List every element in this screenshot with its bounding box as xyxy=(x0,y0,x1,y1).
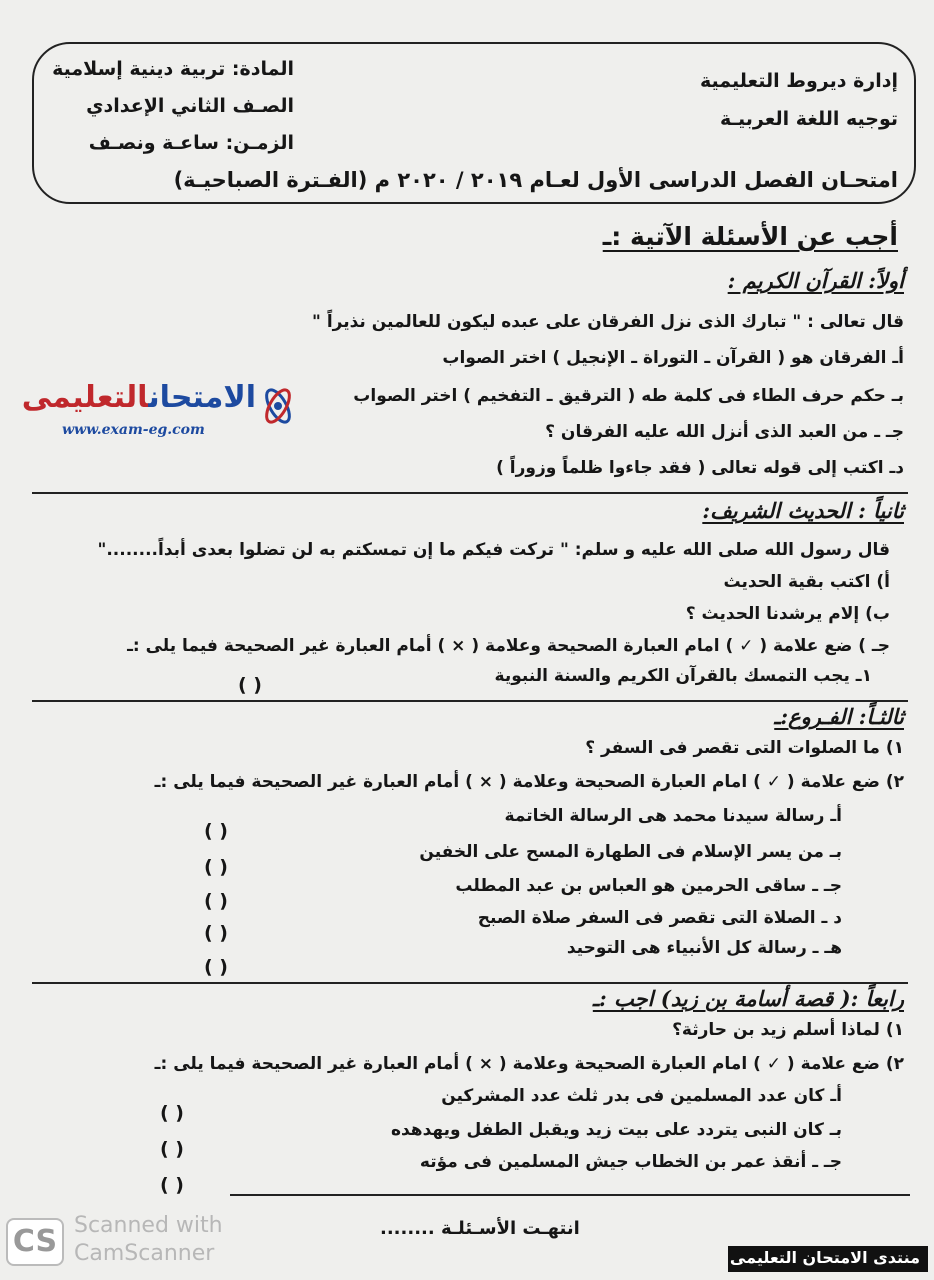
hadith-text: قال رسول الله صلى الله عليه و سلم: " تركت فيكم ما إن تمسكتم به لن تضلوا بعدى أبداً........" xyxy=(97,540,890,560)
atom-icon xyxy=(256,378,300,434)
exam-logo xyxy=(21,378,300,448)
hadith-c1: ١ـ يجب التمسك بالقرآن الكريم والسنة النبوية xyxy=(494,666,872,686)
camscanner-logo-icon: CS xyxy=(6,1218,64,1266)
camscanner-line1: Scanned with xyxy=(74,1213,223,1238)
quran-heading: أولاً: القرآن الكريم : xyxy=(727,268,904,293)
logo-text xyxy=(22,380,256,415)
hadith-c: جـ ) ضع علامة ( ✓ ) امام العبارة الصحيحة وعلامة ( × ) أمام العبارة غير الصحيحة فيما يلى :ـ xyxy=(127,636,890,656)
camscanner-watermark xyxy=(0,1198,250,1280)
answer-bracket: ( ) xyxy=(238,674,262,696)
administration: إدارة ديروط التعليمية xyxy=(699,70,898,92)
furoo-heading: ثالثـاً: الفـروع:ـ xyxy=(774,704,904,729)
exam-title: امتحـان الفصل الدراسى الأول لعـام ٢٠١٩ / ٢٠٢٠ م (الفـترة الصباحيـة) xyxy=(173,168,898,192)
furoo-q2: ٢) ضع علامة ( ✓ ) امام العبارة الصحيحة وعلامة ( × ) أمام العبارة غير الصحيحة فيما يلى :ـ xyxy=(154,772,904,792)
furoo-item: أـ رسالة سيدنا محمد هى الرسالة الخاتمة xyxy=(504,806,842,826)
usama-item: جـ ـ أنقذ عمر بن الخطاب جيش المسلمين فى مؤته xyxy=(419,1152,842,1172)
time: الزمـن: ساعـة ونصـف xyxy=(88,132,294,154)
logo-text-red: التعليمى xyxy=(21,380,149,415)
subject: المادة: تربية دينية إسلامية xyxy=(52,58,294,80)
logo-url: www.exam-eg.com xyxy=(62,422,205,438)
end-text: انتهـت الأسـئلـة ........ xyxy=(380,1218,580,1239)
quran-c: جـ ـ من العبد الذى أنزل الله عليه الفرقان ؟ xyxy=(545,422,904,442)
answer-bracket: ( ) xyxy=(160,1174,184,1196)
usama-item: بـ كان النبى يتردد على بيت زيد ويقبل الطفل ويهدهده xyxy=(390,1120,842,1140)
supervision: توجيه اللغة العربيـة xyxy=(720,108,898,130)
answer-bracket: ( ) xyxy=(204,890,228,912)
answer-bracket: ( ) xyxy=(204,820,228,842)
usama-q2: ٢) ضع علامة ( ✓ ) امام العبارة الصحيحة وعلامة ( × ) أمام العبارة غير الصحيحة فيما يلى :ـ xyxy=(154,1054,904,1074)
divider xyxy=(32,492,908,494)
footer-text: منتدى الامتحان التعليمى xyxy=(729,1248,920,1267)
instruction: أجب عن الأسئلة الآتية :ـ xyxy=(602,222,898,251)
hadith-a: أ) اكتب بقية الحديث xyxy=(723,572,890,592)
usama-q1: ١) لماذا أسلم زيد بن حارثة؟ xyxy=(672,1020,904,1040)
usama-heading: رابعاً :( قصة أسامة بن زيد) اجب :ـ xyxy=(592,986,904,1011)
camscanner-text xyxy=(74,1212,223,1268)
hadith-heading: ثانياً : الحديث الشريف: xyxy=(702,498,904,523)
furoo-item: جـ ـ ساقى الحرمين هو العباس بن عبد المطلب xyxy=(455,876,842,896)
quran-d: دـ اكتب إلى قوله تعالى ( فقد جاءوا ظلماً وزوراً ) xyxy=(496,458,904,478)
divider xyxy=(230,1194,910,1196)
answer-bracket: ( ) xyxy=(204,956,228,978)
hadith-b: ب) إلام يرشدنا الحديث ؟ xyxy=(685,604,890,624)
furoo-item: د ـ الصلاة التى تقصر فى السفر صلاة الصبح xyxy=(477,908,842,928)
camscanner-line2: CamScanner xyxy=(74,1241,215,1266)
divider xyxy=(32,700,908,702)
furoo-item: بـ من يسر الإسلام فى الطهارة المسح على الخفين xyxy=(419,842,842,862)
answer-bracket: ( ) xyxy=(160,1102,184,1124)
divider xyxy=(32,982,908,984)
quran-a: أـ الفرقان هو ( القرآن ـ التوراة ـ الإنجيل ) اختر الصواب xyxy=(442,348,904,368)
answer-bracket: ( ) xyxy=(160,1138,184,1160)
footer-badge xyxy=(728,1246,928,1272)
answer-bracket: ( ) xyxy=(204,922,228,944)
logo-text-blue: الامتحان xyxy=(148,380,256,415)
grade: الصـف الثاني الإعدادي xyxy=(86,95,294,117)
answer-bracket: ( ) xyxy=(204,856,228,878)
quran-verse: قال تعالى : " تبارك الذى نزل الفرقان على عبده ليكون للعالمين نذيراً " xyxy=(312,312,904,332)
furoo-q1: ١) ما الصلوات التى تقصر فى السفر ؟ xyxy=(585,738,904,758)
usama-item: أـ كان عدد المسلمين فى بدر ثلث عدد المشركين xyxy=(441,1086,842,1106)
furoo-item: هـ ـ رسالة كل الأنبياء هى التوحيد xyxy=(566,938,842,958)
quran-b: بـ حكم حرف الطاء فى كلمة طه ( الترقيق ـ التفخيم ) اختر الصواب xyxy=(353,386,904,406)
